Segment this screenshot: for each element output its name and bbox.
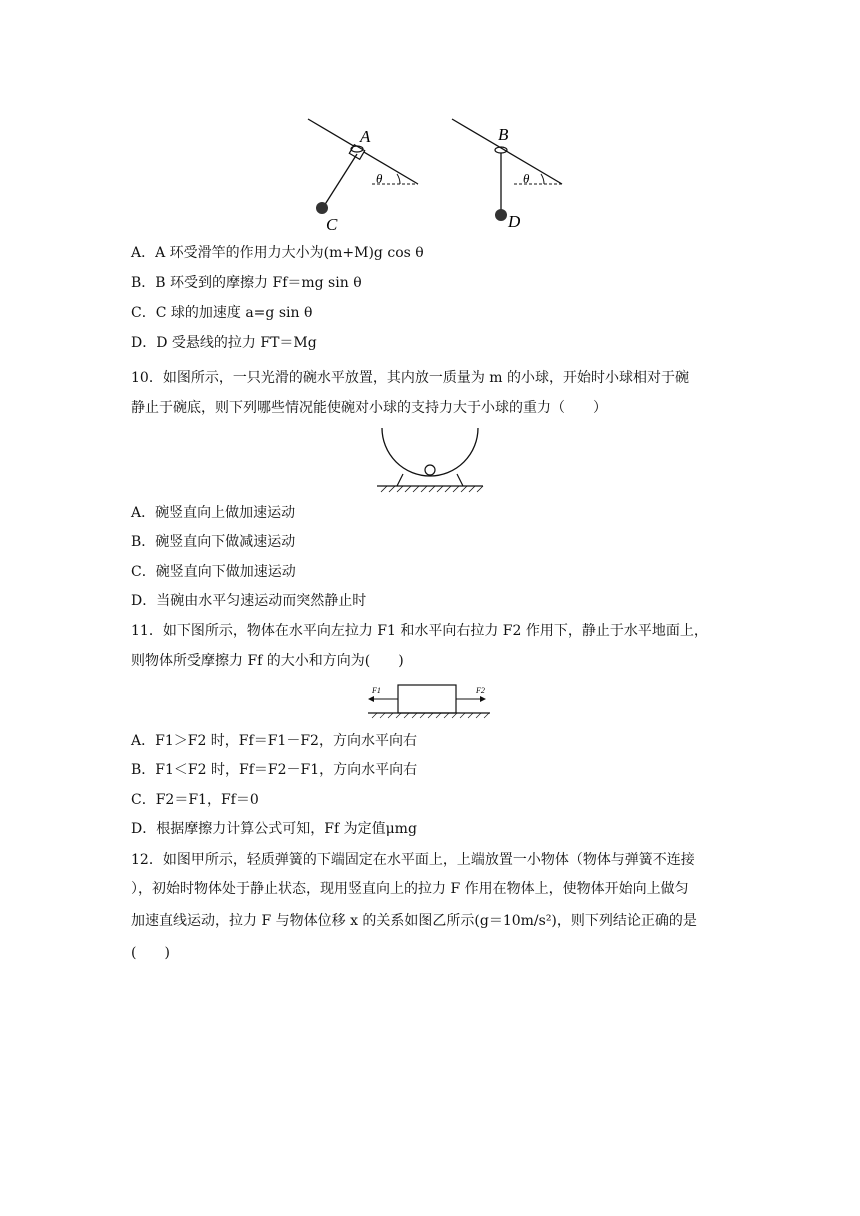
q11-option-c: C．F2＝F1，Ff＝0 [131, 792, 259, 808]
label-ring-a: A [360, 127, 371, 146]
q10-stem-line-2: 静止于碗底，则下列哪些情况能使碗对小球的支持力大于小球的重力（ ） [131, 400, 607, 416]
q11-option-a: A．F1＞F2 时，Ff＝F1－F2，方向水平向右 [131, 733, 417, 749]
q10-option-b: B．碗竖直向下做减速运动 [131, 534, 296, 550]
q9-option-c: C．C 球的加速度 a=g sin θ [131, 305, 313, 321]
q10-stem-line-1: 10．如图所示，一只光滑的碗水平放置，其内放一质量为 m 的小球，开始时小球相对于碗 [131, 370, 689, 386]
q12-stem-line-1: 12．如图甲所示，轻质弹簧的下端固定在水平面上，上端放置一小物体（物体与弹簧不连接 [131, 852, 695, 868]
label-ball-c: C [326, 215, 338, 234]
q9-option-d: D．D 受悬线的拉力 FT＝Mg [131, 335, 317, 351]
q12-stem-line-2: ），初始时物体处于静止状态，现用竖直向上的拉力 F 作用在物体上，使物体开始向上做匀 [131, 881, 689, 897]
label-ball-d: D [508, 212, 521, 231]
q9-option-a: A．A 环受滑竿的作用力大小为(m+M)g cos θ [131, 245, 424, 261]
q12-stem-line-4: ( ) [131, 945, 170, 961]
theta-left: θ [376, 171, 383, 186]
q10-bowl-figure [375, 426, 485, 494]
q10-option-d: D．当碗由水平匀速运动而突然静止时 [131, 593, 367, 609]
q11-stem-line-1: 11．如下图所示，物体在水平向左拉力 F1 和水平向右拉力 F2 作用下，静止于水平地面上， [131, 623, 708, 639]
theta-right: θ [523, 171, 530, 186]
q11-block-figure [366, 680, 494, 720]
q9-option-b: B．B 环受到的摩擦力 Ff＝mg sin θ [131, 275, 362, 291]
q10-option-a: A．碗竖直向上做加速运动 [131, 505, 296, 521]
label-f2: F2 [476, 686, 485, 695]
q9-figure [300, 112, 570, 234]
label-ring-b: B [498, 125, 509, 144]
q10-option-c: C．碗竖直向下做加速运动 [131, 564, 296, 580]
label-f1: F1 [372, 686, 381, 695]
q11-stem-line-2: 则物体所受摩擦力 Ff 的大小和方向为( ) [131, 653, 404, 669]
q11-option-d: D．根据摩擦力计算公式可知，Ff 为定值μmg [131, 821, 417, 837]
q12-stem-line-3: 加速直线运动，拉力 F 与物体位移 x 的关系如图乙所示(g＝10m/s²)，则下列结论正确的是 [131, 913, 697, 929]
q11-option-b: B．F1＜F2 时，Ff＝F2－F1，方向水平向右 [131, 762, 418, 778]
